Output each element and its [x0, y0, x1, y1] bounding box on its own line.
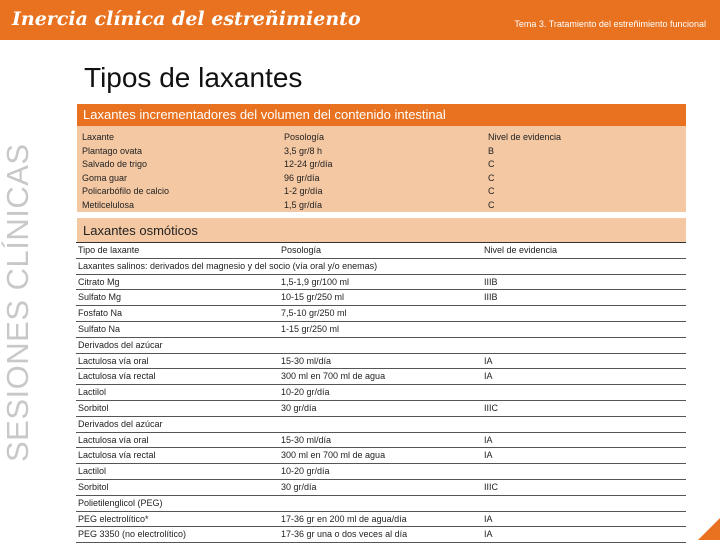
cell: IA: [484, 513, 493, 524]
table-row: [80, 185, 680, 199]
cell: PEG 3350 (no electrolítico): [78, 529, 187, 540]
column-header: Posología: [281, 245, 322, 255]
cell: Sulfato Na: [78, 323, 121, 334]
cell: 1-15 gr/250 ml: [281, 323, 340, 334]
table-header-row: [80, 131, 680, 145]
table-row: [76, 512, 686, 528]
cell: 12-24 gr/día: [284, 159, 333, 169]
table-header-row: [76, 243, 686, 259]
table-row: [76, 354, 686, 370]
cell: PEG electrolítico*: [78, 513, 149, 524]
table-row: [80, 199, 680, 213]
cell: Lactilol: [78, 466, 107, 477]
brand-title: Inercia clínica del estreñimiento: [12, 8, 361, 30]
cell: 3,5 gr/8 h: [284, 145, 323, 156]
table-row: [76, 448, 686, 464]
cell: IA: [484, 355, 493, 366]
cell: 1,5-1,9 gr/100 ml: [281, 276, 350, 287]
cell: Polietilenglicol (PEG): [78, 497, 163, 508]
table-row: [76, 275, 686, 291]
cell: 96 gr/día: [284, 172, 320, 183]
cell: 10-15 gr/250 ml: [281, 292, 345, 303]
table-row: [76, 401, 686, 417]
cell: 1,5 gr/día: [284, 199, 323, 210]
cell: 30 gr/día: [281, 402, 317, 413]
bulk-laxatives-table: [80, 131, 680, 212]
cell: IIIC: [484, 402, 499, 413]
table-row: [76, 433, 686, 449]
cell: Goma guar: [82, 172, 128, 183]
cell: 1-2 gr/día: [284, 186, 323, 196]
corner-accent: [698, 518, 720, 540]
cell: Derivados del azúcar: [78, 339, 163, 350]
cell: IA: [484, 434, 493, 445]
cell: 300 ml en 700 ml de agua: [281, 450, 386, 461]
table-row: [76, 417, 686, 433]
bulk-laxatives-panel: [77, 104, 686, 212]
cell: Sorbitol: [78, 402, 109, 413]
sidebar-label: SESIONES CLÍNICAS: [0, 143, 35, 462]
table-row: [76, 290, 686, 306]
osmotic-laxatives-table: [76, 242, 686, 543]
cell: IIIB: [484, 292, 498, 303]
cell: Lactulosa vía oral: [78, 434, 149, 445]
cell: B: [488, 145, 495, 156]
table-row: [76, 338, 686, 354]
column-header: Nivel de evidencia: [484, 245, 558, 255]
cell: C: [488, 172, 495, 183]
bulk-laxatives-header: Laxantes incrementadores del volumen del contenido intestinal: [77, 104, 686, 126]
table-row: [76, 259, 686, 275]
cell: Lactilol: [78, 387, 107, 398]
cell: Citrato Mg: [78, 276, 120, 287]
cell: IIIB: [484, 276, 498, 287]
cell: 7,5-10 gr/250 ml: [281, 308, 347, 319]
sidebar: [0, 52, 46, 462]
cell: IIIC: [484, 481, 499, 492]
cell: Laxantes salinos: derivados del magnesio y del socio (vía oral y/o enemas): [78, 260, 378, 271]
column-header: Laxante: [82, 132, 115, 142]
column-header: Tipo de laxante: [78, 245, 140, 255]
table-row: [76, 322, 686, 338]
table-row: [76, 306, 686, 322]
cell: Lactulosa vía rectal: [78, 371, 156, 382]
cell: Fosfato Na: [78, 308, 123, 319]
cell: Salvado de trigo: [82, 159, 148, 169]
cell: 10-20 gr/día: [281, 466, 330, 477]
table-row: [76, 464, 686, 480]
table-row: [76, 496, 686, 512]
table-row: [80, 172, 680, 186]
cell: Policarbófilo de calcio: [82, 186, 170, 196]
osmotic-laxatives-header: Laxantes osmóticos: [77, 218, 686, 242]
cell: IA: [484, 450, 493, 461]
cell: 15-30 ml/día: [281, 434, 332, 445]
cell: Sulfato Mg: [78, 292, 122, 303]
cell: Sorbitol: [78, 481, 109, 492]
cell: Metilcelulosa: [82, 199, 135, 210]
cell: C: [488, 186, 495, 196]
header-subtitle: Tema 3. Tratamiento del estreñimiento funcional: [514, 19, 706, 29]
cell: Derivados del azúcar: [78, 418, 163, 429]
cell: Lactulosa vía rectal: [78, 450, 156, 461]
cell: 15-30 ml/día: [281, 355, 332, 366]
table-row: [80, 158, 680, 172]
cell: 300 ml en 700 ml de agua: [281, 371, 386, 382]
table-row: [76, 369, 686, 385]
header-bar: [0, 0, 720, 40]
table-row: [76, 527, 686, 543]
column-header: Nivel de evidencia: [488, 132, 562, 142]
table-row: [76, 385, 686, 401]
cell: 17-36 gr una o dos veces al día: [281, 529, 408, 540]
cell: IA: [484, 529, 493, 540]
cell: Lactulosa vía oral: [78, 355, 149, 366]
cell: IA: [484, 371, 493, 382]
cell: Plantago ovata: [82, 145, 143, 156]
cell: 10-20 gr/día: [281, 387, 330, 398]
page-title: Tipos de laxantes: [84, 62, 303, 93]
table-row: [76, 480, 686, 496]
cell: 30 gr/día: [281, 481, 317, 492]
table-row: [80, 145, 680, 159]
cell: 17-36 gr en 200 ml de agua/día: [281, 513, 407, 524]
cell: C: [488, 159, 495, 169]
column-header: Posología: [284, 132, 325, 142]
cell: C: [488, 199, 495, 210]
